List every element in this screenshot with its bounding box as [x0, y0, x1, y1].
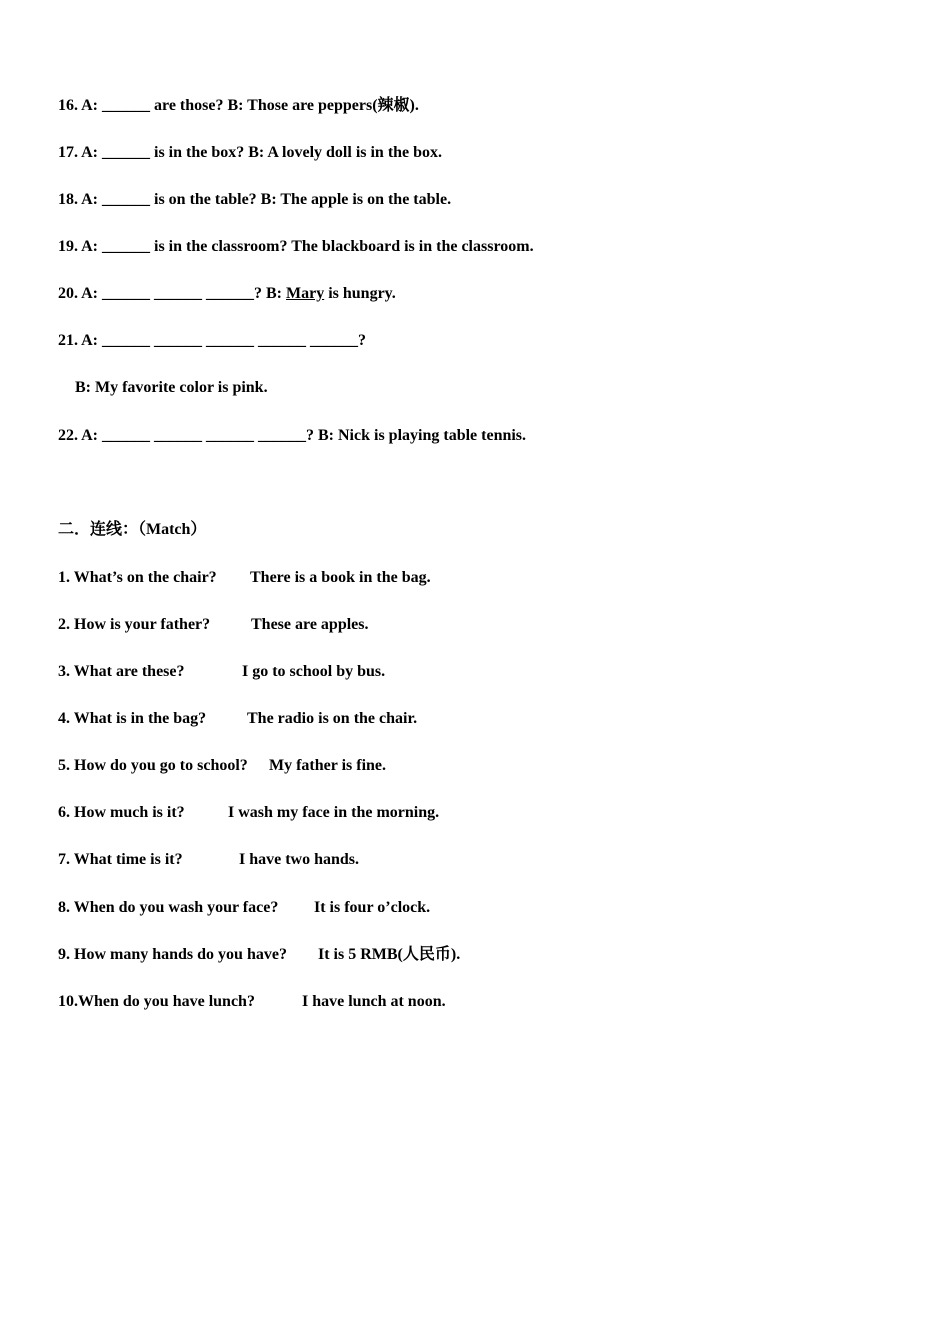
match-row [58, 898, 430, 918]
question-19: 19. A: ______ is in the classroom? The blackboard is in the classroom. [58, 238, 534, 255]
match-question: 9. How many hands do you have? [58, 946, 287, 963]
match-question: 1. What’s on the chair? [58, 569, 217, 586]
match-row [58, 945, 460, 965]
question-17: 17. A: ______ is in the box? B: A lovely doll is in the box. [58, 144, 443, 161]
match-answer: It is 5 RMB(人民币). [318, 946, 461, 963]
match-row [58, 992, 446, 1012]
question-22: 22. A: ______ ______ ______ ______? B: Nick is playing table tennis. [58, 427, 527, 444]
question-21-a: 21. A: ______ ______ ______ ______ ______? [58, 332, 366, 349]
match-question: 4. What is in the bag? [58, 710, 207, 727]
question-16: 16. A: ______ are those? B: Those are peppers(辣椒). [58, 97, 419, 114]
match-question: 10.When do you have lunch? [58, 993, 255, 1010]
match-answer: My father is fine. [269, 757, 387, 774]
match-row [58, 803, 439, 823]
match-answer: I wash my face in the morning. [228, 804, 440, 821]
match-row [58, 709, 417, 729]
match-question: 7. What time is it? [58, 851, 183, 868]
match-answer: I have lunch at noon. [302, 993, 446, 1010]
question-18: 18. A: ______ is on the table? B: The apple is on the table. [58, 191, 452, 208]
question-20-suffix: is hungry. [324, 285, 396, 302]
match-question: 5. How do you go to school? [58, 757, 248, 774]
match-answer: There is a book in the bag. [250, 569, 431, 586]
match-row [58, 850, 359, 870]
match-answer: I have two hands. [239, 851, 360, 868]
match-row [58, 756, 386, 776]
match-answer: The radio is on the chair. [247, 710, 418, 727]
question-20 [58, 284, 396, 304]
section-2-heading: 二．连线：（Match） [58, 521, 207, 538]
match-question: 8. When do you wash your face? [58, 899, 279, 916]
question-20-prefix: 20. A: ______ ______ ______? B: [58, 285, 286, 302]
match-row [58, 568, 431, 588]
match-row [58, 662, 385, 682]
match-question: 6. How much is it? [58, 804, 185, 821]
match-row [58, 615, 368, 635]
match-answer: It is four o’clock. [314, 899, 431, 916]
question-20-underlined-name: Mary [286, 285, 325, 302]
match-answer: I go to school by bus. [242, 663, 386, 680]
question-21-b: B: My favorite color is pink. [75, 379, 268, 396]
match-question: 3. What are these? [58, 663, 185, 680]
match-answer: These are apples. [251, 616, 369, 633]
match-question: 2. How is your father? [58, 616, 211, 633]
